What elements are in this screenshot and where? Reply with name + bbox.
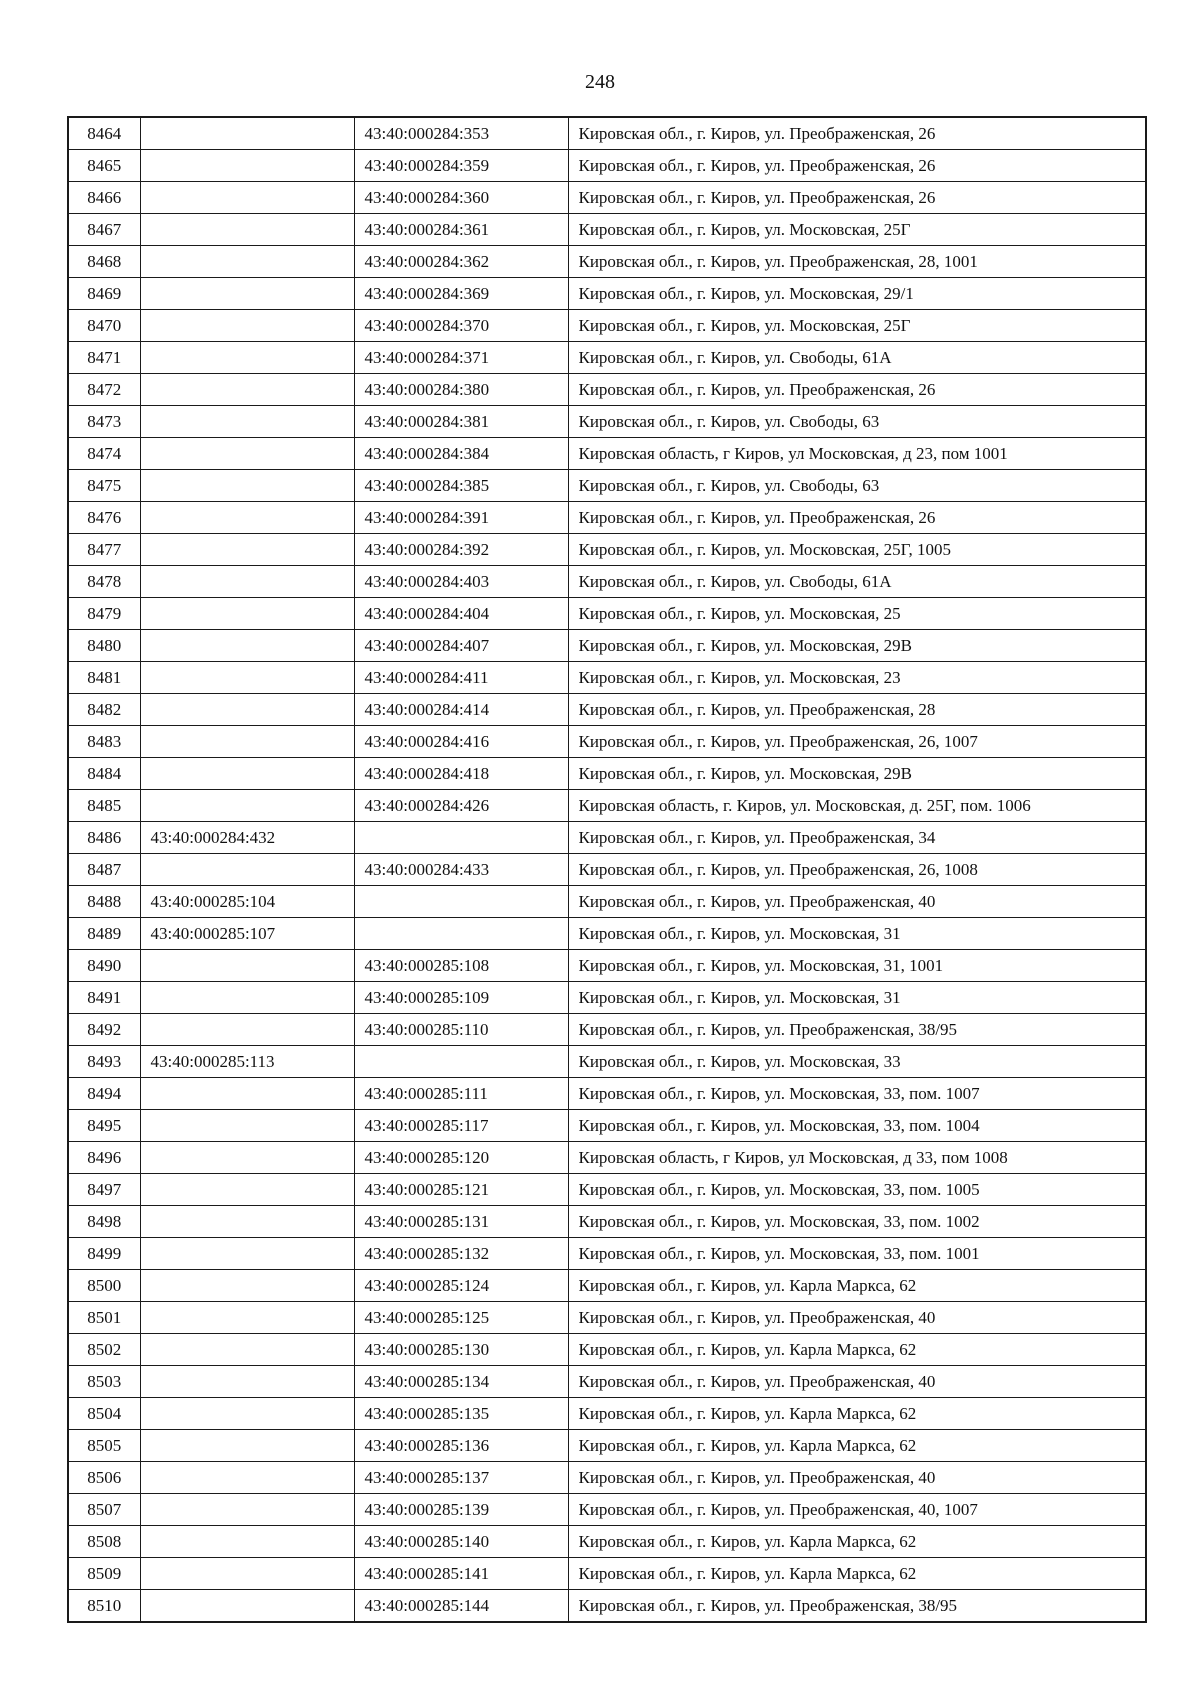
table-row [68, 1430, 1146, 1462]
row-number-cell: 8506 [68, 1462, 140, 1494]
table-row [68, 886, 1146, 918]
row-number-cell: 8510 [68, 1590, 140, 1623]
table-row [68, 726, 1146, 758]
table-row [68, 1302, 1146, 1334]
address-cell: Кировская обл., г. Киров, ул. Московская, 25Г, 1005 [568, 534, 1146, 566]
address-cell: Кировская область, г Киров, ул Московская, д 33, пом 1008 [568, 1142, 1146, 1174]
cadastral-number-b-cell [354, 918, 568, 950]
cadastral-number-b-cell: 43:40:000284:371 [354, 342, 568, 374]
cadastral-number-b-cell: 43:40:000285:130 [354, 1334, 568, 1366]
row-number-cell: 8466 [68, 182, 140, 214]
table-row [68, 598, 1146, 630]
address-cell: Кировская обл., г. Киров, ул. Московская, 23 [568, 662, 1146, 694]
address-cell: Кировская обл., г. Киров, ул. Свободы, 61А [568, 342, 1146, 374]
row-number-cell: 8492 [68, 1014, 140, 1046]
cadastral-number-b-cell: 43:40:000284:416 [354, 726, 568, 758]
cadastral-number-a-cell [140, 1462, 354, 1494]
address-cell: Кировская обл., г. Киров, ул. Преображенская, 38/95 [568, 1014, 1146, 1046]
page-number: 248 [585, 71, 615, 93]
address-cell: Кировская обл., г. Киров, ул. Московская, 25 [568, 598, 1146, 630]
cadastral-number-a-cell [140, 470, 354, 502]
row-number-cell: 8474 [68, 438, 140, 470]
table-row [68, 950, 1146, 982]
table-row [68, 1462, 1146, 1494]
cadastral-number-a-cell [140, 566, 354, 598]
table-row [68, 918, 1146, 950]
table-row [68, 1558, 1146, 1590]
table-row [68, 1142, 1146, 1174]
cadastral-number-a-cell [140, 1590, 354, 1623]
row-number-cell: 8487 [68, 854, 140, 886]
cadastral-number-b-cell: 43:40:000284:404 [354, 598, 568, 630]
cadastral-number-a-cell [140, 1558, 354, 1590]
cadastral-number-b-cell: 43:40:000285:137 [354, 1462, 568, 1494]
cadastral-number-a-cell [140, 694, 354, 726]
table-row [68, 214, 1146, 246]
cadastral-number-b-cell [354, 822, 568, 854]
cadastral-number-b-cell: 43:40:000285:124 [354, 1270, 568, 1302]
cadastral-number-b-cell: 43:40:000284:391 [354, 502, 568, 534]
row-number-cell: 8465 [68, 150, 140, 182]
row-number-cell: 8479 [68, 598, 140, 630]
table-row [68, 246, 1146, 278]
row-number-cell: 8499 [68, 1238, 140, 1270]
row-number-cell: 8470 [68, 310, 140, 342]
cadastral-number-a-cell [140, 406, 354, 438]
address-cell: Кировская обл., г. Киров, ул. Карла Маркса, 62 [568, 1398, 1146, 1430]
table-row [68, 1078, 1146, 1110]
table-row [68, 470, 1146, 502]
cadastral-number-a-cell [140, 374, 354, 406]
cadastral-number-a-cell [140, 182, 354, 214]
cadastral-number-b-cell: 43:40:000284:414 [354, 694, 568, 726]
address-cell: Кировская обл., г. Киров, ул. Преображенская, 26 [568, 374, 1146, 406]
address-cell: Кировская обл., г. Киров, ул. Преображенская, 28, 1001 [568, 246, 1146, 278]
cadastral-number-b-cell: 43:40:000285:136 [354, 1430, 568, 1462]
row-number-cell: 8508 [68, 1526, 140, 1558]
table-row [68, 1590, 1146, 1623]
row-number-cell: 8469 [68, 278, 140, 310]
table-row [68, 502, 1146, 534]
cadastral-number-a-cell [140, 534, 354, 566]
cadastral-number-a-cell [140, 310, 354, 342]
table-row [68, 822, 1146, 854]
cadastral-number-b-cell: 43:40:000284:384 [354, 438, 568, 470]
row-number-cell: 8485 [68, 790, 140, 822]
row-number-cell: 8500 [68, 1270, 140, 1302]
row-number-cell: 8494 [68, 1078, 140, 1110]
registry-table [67, 116, 1147, 1623]
table-row [68, 566, 1146, 598]
cadastral-number-b-cell [354, 886, 568, 918]
cadastral-number-a-cell: 43:40:000284:432 [140, 822, 354, 854]
address-cell: Кировская обл., г. Киров, ул. Карла Маркса, 62 [568, 1270, 1146, 1302]
address-cell: Кировская обл., г. Киров, ул. Свободы, 61А [568, 566, 1146, 598]
cadastral-number-b-cell: 43:40:000285:120 [354, 1142, 568, 1174]
address-cell: Кировская обл., г. Киров, ул. Московская, 33 [568, 1046, 1146, 1078]
cadastral-number-a-cell [140, 1078, 354, 1110]
table-row [68, 1270, 1146, 1302]
table-row [68, 117, 1146, 150]
cadastral-number-a-cell [140, 1174, 354, 1206]
cadastral-number-a-cell [140, 726, 354, 758]
cadastral-number-a-cell [140, 598, 354, 630]
row-number-cell: 8509 [68, 1558, 140, 1590]
address-cell: Кировская обл., г. Киров, ул. Преображенская, 26 [568, 150, 1146, 182]
address-cell: Кировская обл., г. Киров, ул. Московская, 29В [568, 630, 1146, 662]
table-row [68, 1494, 1146, 1526]
table-row [68, 1526, 1146, 1558]
cadastral-number-a-cell [140, 758, 354, 790]
row-number-cell: 8488 [68, 886, 140, 918]
table-row [68, 1398, 1146, 1430]
address-cell: Кировская обл., г. Киров, ул. Карла Маркса, 62 [568, 1526, 1146, 1558]
table-row [68, 1014, 1146, 1046]
cadastral-number-a-cell [140, 854, 354, 886]
cadastral-number-a-cell [140, 1430, 354, 1462]
row-number-cell: 8493 [68, 1046, 140, 1078]
row-number-cell: 8489 [68, 918, 140, 950]
row-number-cell: 8481 [68, 662, 140, 694]
table-row [68, 662, 1146, 694]
row-number-cell: 8495 [68, 1110, 140, 1142]
cadastral-number-b-cell: 43:40:000285:141 [354, 1558, 568, 1590]
cadastral-number-b-cell: 43:40:000285:108 [354, 950, 568, 982]
cadastral-number-a-cell [140, 1494, 354, 1526]
address-cell: Кировская обл., г. Киров, ул. Московская, 31, 1001 [568, 950, 1146, 982]
cadastral-number-b-cell: 43:40:000284:369 [354, 278, 568, 310]
cadastral-number-b-cell: 43:40:000285:139 [354, 1494, 568, 1526]
address-cell: Кировская обл., г. Киров, ул. Московская, 31 [568, 982, 1146, 1014]
cadastral-number-a-cell [140, 630, 354, 662]
address-cell: Кировская обл., г. Киров, ул. Преображенская, 28 [568, 694, 1146, 726]
cadastral-number-a-cell [140, 950, 354, 982]
table-row [68, 1046, 1146, 1078]
cadastral-number-a-cell [140, 1398, 354, 1430]
row-number-cell: 8486 [68, 822, 140, 854]
address-cell: Кировская область, г Киров, ул Московская, д 23, пом 1001 [568, 438, 1146, 470]
row-number-cell: 8502 [68, 1334, 140, 1366]
row-number-cell: 8475 [68, 470, 140, 502]
row-number-cell: 8505 [68, 1430, 140, 1462]
cadastral-number-b-cell: 43:40:000285:111 [354, 1078, 568, 1110]
cadastral-number-a-cell [140, 1334, 354, 1366]
row-number-cell: 8471 [68, 342, 140, 374]
row-number-cell: 8501 [68, 1302, 140, 1334]
cadastral-number-a-cell [140, 1206, 354, 1238]
cadastral-number-a-cell [140, 1142, 354, 1174]
row-number-cell: 8498 [68, 1206, 140, 1238]
cadastral-number-b-cell: 43:40:000284:392 [354, 534, 568, 566]
address-cell: Кировская обл., г. Киров, ул. Преображенская, 26, 1008 [568, 854, 1146, 886]
table-row [68, 278, 1146, 310]
cadastral-number-a-cell [140, 214, 354, 246]
row-number-cell: 8464 [68, 117, 140, 150]
cadastral-number-a-cell: 43:40:000285:104 [140, 886, 354, 918]
table-row [68, 1174, 1146, 1206]
address-cell: Кировская обл., г. Киров, ул. Московская, 33, пом. 1007 [568, 1078, 1146, 1110]
address-cell: Кировская обл., г. Киров, ул. Карла Маркса, 62 [568, 1558, 1146, 1590]
table-row [68, 1334, 1146, 1366]
cadastral-number-b-cell: 43:40:000284:385 [354, 470, 568, 502]
cadastral-number-b-cell: 43:40:000284:407 [354, 630, 568, 662]
cadastral-number-a-cell [140, 438, 354, 470]
cadastral-number-a-cell: 43:40:000285:107 [140, 918, 354, 950]
row-number-cell: 8467 [68, 214, 140, 246]
address-cell: Кировская обл., г. Киров, ул. Преображенская, 40 [568, 886, 1146, 918]
row-number-cell: 8491 [68, 982, 140, 1014]
cadastral-number-a-cell: 43:40:000285:113 [140, 1046, 354, 1078]
cadastral-number-b-cell: 43:40:000284:360 [354, 182, 568, 214]
row-number-cell: 8477 [68, 534, 140, 566]
cadastral-number-a-cell [140, 117, 354, 150]
cadastral-number-a-cell [140, 982, 354, 1014]
cadastral-number-a-cell [140, 502, 354, 534]
address-cell: Кировская обл., г. Киров, ул. Преображенская, 40 [568, 1302, 1146, 1334]
table-row [68, 1206, 1146, 1238]
address-cell: Кировская обл., г. Киров, ул. Свободы, 63 [568, 470, 1146, 502]
cadastral-number-a-cell [140, 278, 354, 310]
table-row [68, 310, 1146, 342]
address-cell: Кировская обл., г. Киров, ул. Преображенская, 26 [568, 502, 1146, 534]
table-row [68, 374, 1146, 406]
address-cell: Кировская обл., г. Киров, ул. Московская, 31 [568, 918, 1146, 950]
cadastral-number-a-cell [140, 342, 354, 374]
row-number-cell: 8490 [68, 950, 140, 982]
row-number-cell: 8496 [68, 1142, 140, 1174]
table-row [68, 182, 1146, 214]
cadastral-number-b-cell: 43:40:000284:418 [354, 758, 568, 790]
cadastral-number-a-cell [140, 1014, 354, 1046]
table-row [68, 438, 1146, 470]
cadastral-number-a-cell [140, 1270, 354, 1302]
address-cell: Кировская обл., г. Киров, ул. Преображенская, 26 [568, 182, 1146, 214]
row-number-cell: 8503 [68, 1366, 140, 1398]
row-number-cell: 8483 [68, 726, 140, 758]
row-number-cell: 8480 [68, 630, 140, 662]
cadastral-number-a-cell [140, 1526, 354, 1558]
cadastral-number-b-cell [354, 1046, 568, 1078]
row-number-cell: 8482 [68, 694, 140, 726]
cadastral-number-b-cell: 43:40:000284:411 [354, 662, 568, 694]
table-row [68, 790, 1146, 822]
address-cell: Кировская обл., г. Киров, ул. Преображенская, 26, 1007 [568, 726, 1146, 758]
cadastral-number-b-cell: 43:40:000285:131 [354, 1206, 568, 1238]
row-number-cell: 8478 [68, 566, 140, 598]
cadastral-number-b-cell: 43:40:000284:426 [354, 790, 568, 822]
address-cell: Кировская обл., г. Киров, ул. Московская, 25Г [568, 214, 1146, 246]
address-cell: Кировская обл., г. Киров, ул. Преображенская, 26 [568, 117, 1146, 150]
table-row [68, 150, 1146, 182]
table-row [68, 758, 1146, 790]
cadastral-number-b-cell: 43:40:000284:370 [354, 310, 568, 342]
cadastral-number-b-cell: 43:40:000285:121 [354, 1174, 568, 1206]
cadastral-number-b-cell: 43:40:000284:403 [354, 566, 568, 598]
table-row [68, 854, 1146, 886]
cadastral-number-a-cell [140, 790, 354, 822]
cadastral-number-b-cell: 43:40:000285:125 [354, 1302, 568, 1334]
cadastral-number-a-cell [140, 246, 354, 278]
cadastral-number-b-cell: 43:40:000285:135 [354, 1398, 568, 1430]
cadastral-number-b-cell: 43:40:000285:109 [354, 982, 568, 1014]
address-cell: Кировская обл., г. Киров, ул. Московская, 33, пом. 1002 [568, 1206, 1146, 1238]
cadastral-number-a-cell [140, 662, 354, 694]
table-row [68, 1366, 1146, 1398]
address-cell: Кировская обл., г. Киров, ул. Московская, 29/1 [568, 278, 1146, 310]
address-cell: Кировская обл., г. Киров, ул. Карла Маркса, 62 [568, 1430, 1146, 1462]
cadastral-number-b-cell: 43:40:000285:132 [354, 1238, 568, 1270]
table-row [68, 342, 1146, 374]
cadastral-number-b-cell: 43:40:000284:381 [354, 406, 568, 438]
table-row [68, 1238, 1146, 1270]
table-row [68, 630, 1146, 662]
address-cell: Кировская обл., г. Киров, ул. Московская, 25Г [568, 310, 1146, 342]
row-number-cell: 8473 [68, 406, 140, 438]
row-number-cell: 8497 [68, 1174, 140, 1206]
registry-table-body [68, 117, 1146, 1622]
cadastral-number-a-cell [140, 1302, 354, 1334]
address-cell: Кировская обл., г. Киров, ул. Карла Маркса, 62 [568, 1334, 1146, 1366]
address-cell: Кировская обл., г. Киров, ул. Преображенская, 38/95 [568, 1590, 1146, 1623]
address-cell: Кировская обл., г. Киров, ул. Московская, 33, пом. 1005 [568, 1174, 1146, 1206]
cadastral-number-b-cell: 43:40:000284:433 [354, 854, 568, 886]
row-number-cell: 8476 [68, 502, 140, 534]
cadastral-number-b-cell: 43:40:000285:134 [354, 1366, 568, 1398]
cadastral-number-a-cell [140, 1110, 354, 1142]
cadastral-number-b-cell: 43:40:000285:140 [354, 1526, 568, 1558]
cadastral-number-b-cell: 43:40:000285:110 [354, 1014, 568, 1046]
address-cell: Кировская обл., г. Киров, ул. Московская, 33, пом. 1004 [568, 1110, 1146, 1142]
address-cell: Кировская обл., г. Киров, ул. Преображенская, 40 [568, 1462, 1146, 1494]
address-cell: Кировская обл., г. Киров, ул. Московская, 33, пом. 1001 [568, 1238, 1146, 1270]
cadastral-number-b-cell: 43:40:000284:359 [354, 150, 568, 182]
cadastral-number-a-cell [140, 150, 354, 182]
row-number-cell: 8468 [68, 246, 140, 278]
row-number-cell: 8507 [68, 1494, 140, 1526]
cadastral-number-a-cell [140, 1366, 354, 1398]
cadastral-number-a-cell [140, 1238, 354, 1270]
cadastral-number-b-cell: 43:40:000284:362 [354, 246, 568, 278]
table-row [68, 406, 1146, 438]
cadastral-number-b-cell: 43:40:000285:117 [354, 1110, 568, 1142]
cadastral-number-b-cell: 43:40:000284:353 [354, 117, 568, 150]
table-row [68, 694, 1146, 726]
table-row [68, 982, 1146, 1014]
address-cell: Кировская обл., г. Киров, ул. Преображенская, 34 [568, 822, 1146, 854]
row-number-cell: 8504 [68, 1398, 140, 1430]
cadastral-number-b-cell: 43:40:000284:361 [354, 214, 568, 246]
row-number-cell: 8484 [68, 758, 140, 790]
address-cell: Кировская область, г. Киров, ул. Московская, д. 25Г, пом. 1006 [568, 790, 1146, 822]
row-number-cell: 8472 [68, 374, 140, 406]
table-row [68, 534, 1146, 566]
table-row [68, 1110, 1146, 1142]
address-cell: Кировская обл., г. Киров, ул. Преображенская, 40, 1007 [568, 1494, 1146, 1526]
cadastral-number-b-cell: 43:40:000284:380 [354, 374, 568, 406]
address-cell: Кировская обл., г. Киров, ул. Московская, 29В [568, 758, 1146, 790]
address-cell: Кировская обл., г. Киров, ул. Свободы, 63 [568, 406, 1146, 438]
cadastral-number-b-cell: 43:40:000285:144 [354, 1590, 568, 1623]
address-cell: Кировская обл., г. Киров, ул. Преображенская, 40 [568, 1366, 1146, 1398]
